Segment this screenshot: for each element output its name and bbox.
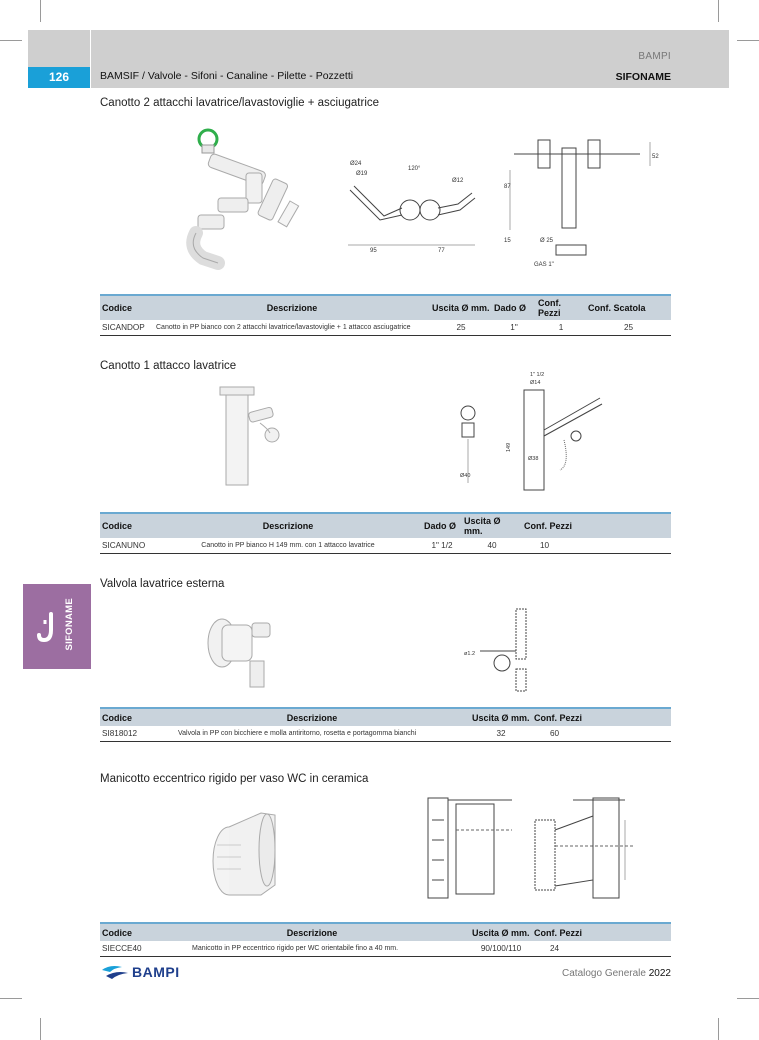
crop-mark <box>737 40 759 41</box>
table-header: Conf. Pezzi <box>532 923 671 941</box>
table-row <box>100 726 671 742</box>
dim-label: ø1.2 <box>464 651 476 657</box>
side-tab-label: SIFONAME <box>64 598 75 651</box>
table-cell: Canotto in PP bianco H 149 mm. con 1 attacco lavatrice <box>154 538 422 554</box>
table-header: Descrizione <box>154 708 470 726</box>
side-tab <box>23 584 91 669</box>
footer-catalog-label: Catalogo Generale <box>562 968 646 979</box>
technical-drawing <box>422 790 522 910</box>
dim-label: 1" 1/2 <box>530 372 545 378</box>
dim-label: 95 <box>370 248 377 254</box>
table-header: Descrizione <box>154 923 470 941</box>
crop-mark <box>40 1018 41 1040</box>
table-cell: Valvola in PP con bicchiere e molla antiritorno, rosetta e portagomma bianchi <box>154 726 470 742</box>
table-header: Descrizione <box>154 513 422 538</box>
table-cell: SICANDOP <box>100 320 154 336</box>
dim-label: Ø40 <box>460 473 471 479</box>
technical-drawing <box>500 370 620 495</box>
table-header: Dado Ø <box>492 295 536 320</box>
table-row <box>100 941 671 957</box>
breadcrumb: BAMSIF / Valvole - Sifoni - Canaline - Pilette - Pozzetti <box>100 70 354 82</box>
product-title: Valvola lavatrice esterna <box>100 578 225 590</box>
product-table <box>100 294 671 336</box>
table-header: Uscita Ø mm. <box>470 923 532 941</box>
table-header: Descrizione <box>154 295 430 320</box>
product-table <box>100 922 671 957</box>
footer-year: 2022 <box>648 968 671 979</box>
dim-label: 77 <box>438 248 445 254</box>
table-cell: 1" <box>492 320 536 336</box>
table-cell: 60 <box>532 726 671 742</box>
table-cell: 1" 1/2 <box>422 538 462 554</box>
table-cell: SIECCE40 <box>100 941 154 957</box>
table-header: Codice <box>100 295 154 320</box>
dim-label: GAS 1" <box>534 262 554 268</box>
table-cell: 24 <box>532 941 671 957</box>
table-header: Conf. Pezzi <box>536 295 586 320</box>
table-cell: Manicotto in PP eccentrico rigido per WC orientabile fino a 40 mm. <box>154 941 470 957</box>
table-cell: 25 <box>586 320 671 336</box>
product-table <box>100 707 671 742</box>
dim-label: Ø14 <box>530 380 541 386</box>
dim-label: Ø12 <box>452 178 464 184</box>
table-cell: 1 <box>536 320 586 336</box>
dim-label: Ø38 <box>528 456 539 462</box>
table-cell: 40 <box>462 538 522 554</box>
table-header: Uscita Ø mm. <box>462 513 522 538</box>
technical-drawing <box>340 160 490 260</box>
crop-mark <box>0 40 22 41</box>
table-cell: 90/100/110 <box>470 941 532 957</box>
page-number: 126 <box>28 67 90 88</box>
crop-mark <box>0 998 22 999</box>
crop-mark <box>718 0 719 22</box>
dim-label: 149 <box>506 442 512 452</box>
table-cell: 10 <box>522 538 671 554</box>
table-header: Conf. Scatola <box>586 295 671 320</box>
technical-drawing <box>500 130 670 270</box>
technical-drawing <box>460 605 540 695</box>
table-cell: Canotto in PP bianco con 2 attacchi lavatrice/lavastoviglie + 1 attacco asciugatrice <box>154 320 430 336</box>
header-divider <box>90 30 91 88</box>
dim-label: 52 <box>652 154 659 160</box>
product-table <box>100 512 671 554</box>
product-photo <box>178 123 318 273</box>
section-title: SIFONAME <box>615 71 671 83</box>
table-cell: SICANUNO <box>100 538 154 554</box>
table-header: Uscita Ø mm. <box>430 295 492 320</box>
table-header: Codice <box>100 923 154 941</box>
crop-mark <box>40 0 41 22</box>
brand-label: BAMPI <box>638 51 671 62</box>
product-photo <box>200 605 280 690</box>
footer-logo: BAMPI <box>132 964 180 980</box>
table-header: Codice <box>100 513 154 538</box>
dim-label: Ø19 <box>356 171 368 177</box>
siphon-icon <box>37 612 61 646</box>
crop-mark <box>718 1018 719 1040</box>
table-header: Dado Ø <box>422 513 462 538</box>
dim-label: 87 <box>504 184 511 190</box>
product-photo <box>205 805 285 905</box>
technical-drawing <box>450 395 490 490</box>
product-photo <box>210 385 290 490</box>
technical-drawing <box>525 790 645 910</box>
table-header: Conf. Pezzi <box>532 708 671 726</box>
table-row <box>100 538 671 554</box>
table-cell: 32 <box>470 726 532 742</box>
product-title: Manicotto eccentrico rigido per vaso WC in ceramica <box>100 773 369 785</box>
dim-label: Ø24 <box>350 161 362 167</box>
dim-label: 120° <box>408 166 421 172</box>
bampi-logo-icon <box>100 964 130 980</box>
crop-mark <box>737 998 759 999</box>
table-row <box>100 320 671 336</box>
table-cell: SI818012 <box>100 726 154 742</box>
dim-label: Ø 25 <box>540 238 554 244</box>
table-header: Conf. Pezzi <box>522 513 671 538</box>
table-header: Codice <box>100 708 154 726</box>
table-cell: 25 <box>430 320 492 336</box>
product-title: Canotto 1 attacco lavatrice <box>100 360 237 372</box>
footer-catalog <box>562 968 671 979</box>
product-title: Canotto 2 attacchi lavatrice/lavastoviglie + asciugatrice <box>100 97 380 109</box>
dim-label: 15 <box>504 238 511 244</box>
table-header: Uscita Ø mm. <box>470 708 532 726</box>
